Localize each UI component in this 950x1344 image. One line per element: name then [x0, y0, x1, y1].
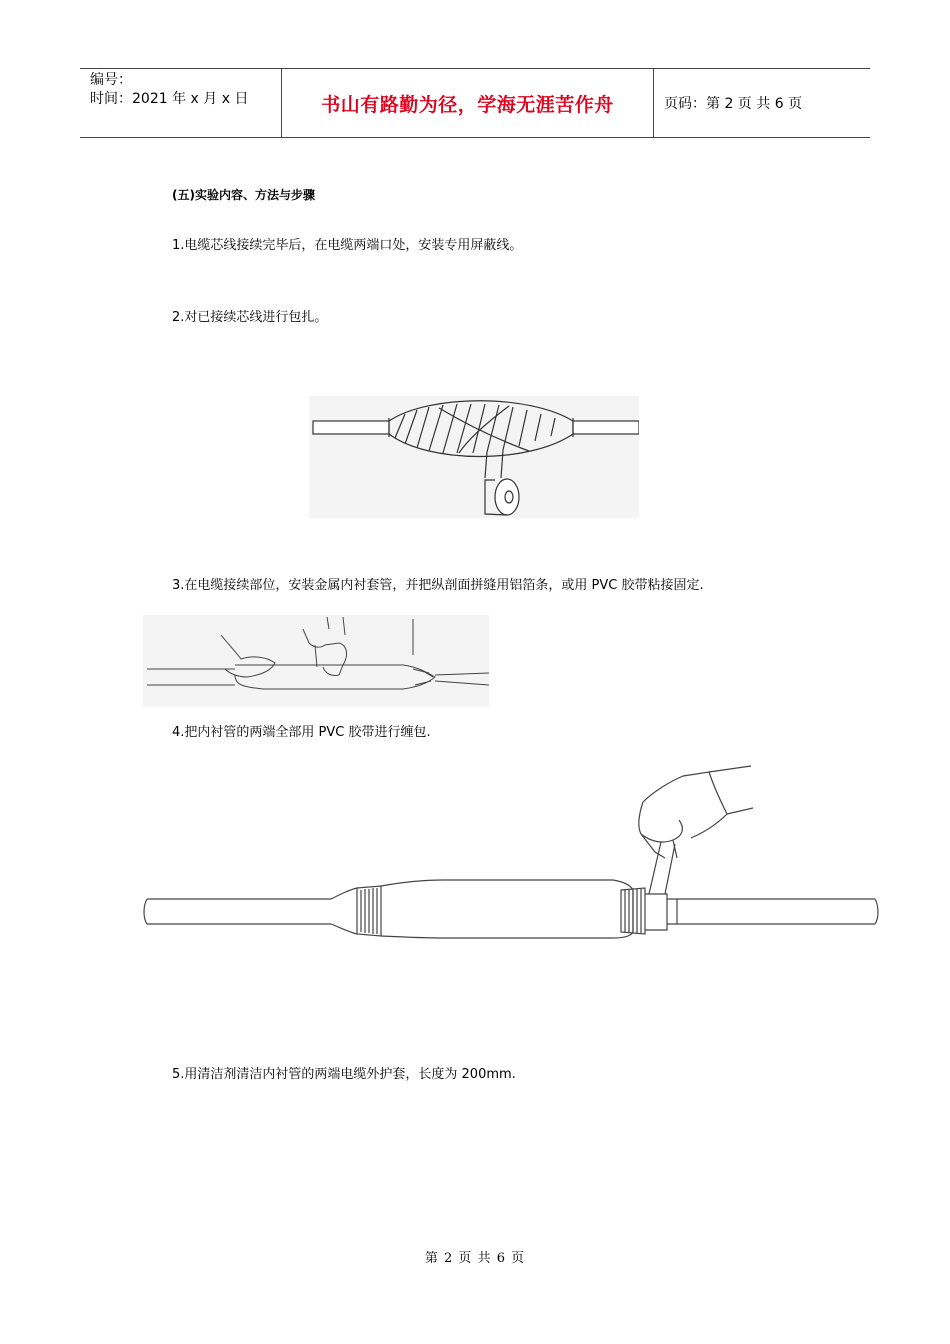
header-number-label: 编号：	[90, 72, 132, 88]
step-2: 2.对已接续芯线进行包扎。	[172, 310, 328, 325]
header-time-label: 时间：2021 年 x 月 x 日	[90, 91, 249, 107]
header-motto: 书山有路勤为径，学海无涯苦作舟	[281, 69, 654, 137]
figure-liner-sleeve	[143, 615, 489, 707]
figure-liner-tape-wrap	[143, 762, 883, 940]
page-header	[80, 68, 870, 138]
figure-core-wrapping	[309, 396, 639, 518]
section-title: (五)实验内容、方法与步骤	[172, 188, 315, 202]
header-meta	[80, 69, 281, 137]
step-4: 4.把内衬管的两端全部用 PVC 胶带进行缠包.	[172, 725, 431, 740]
step-5: 5.用清洁剂清洁内衬管的两端电缆外护套，长度为 200mm.	[172, 1067, 516, 1082]
step-1: 1.电缆芯线接续完毕后，在电缆两端口处，安装专用屏蔽线。	[172, 238, 523, 253]
page-footer: 第 2 页 共 6 页	[424, 1251, 526, 1266]
step-3: 3.在电缆接续部位，安装金属内衬套管，并把纵剖面拼缝用铝箔条，或用 PVC 胶带粘接固定.	[172, 578, 704, 593]
header-page-label: 页码：第 2 页 共 6 页	[664, 96, 803, 112]
